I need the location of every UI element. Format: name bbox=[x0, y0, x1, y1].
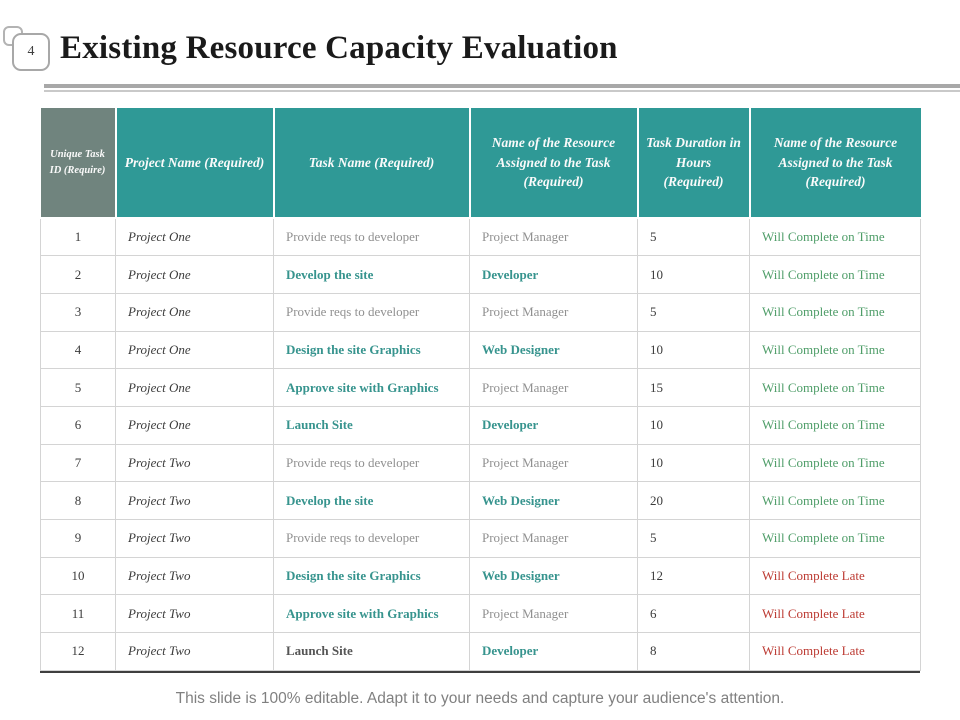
task-duration-cell: 5 bbox=[638, 218, 750, 256]
table-row bbox=[41, 256, 921, 294]
table-row bbox=[41, 331, 921, 369]
table-row bbox=[41, 557, 921, 595]
project-name-cell: Project Two bbox=[116, 557, 274, 595]
page-number: 4 bbox=[27, 44, 35, 59]
project-name-cell: Project One bbox=[116, 293, 274, 331]
task-name-cell: Provide reqs to developer bbox=[274, 218, 470, 256]
status-cell: Will Complete on Time bbox=[750, 482, 921, 520]
task-id-cell: 7 bbox=[41, 444, 116, 482]
resource-name-cell: Developer bbox=[470, 633, 638, 671]
resource-name-cell: Project Manager bbox=[470, 369, 638, 407]
slide-title: Existing Resource Capacity Evaluation bbox=[60, 30, 618, 66]
resource-name-cell: Project Manager bbox=[470, 595, 638, 633]
column-header: Project Name (Required) bbox=[116, 108, 274, 218]
project-name-cell: Project One bbox=[116, 369, 274, 407]
task-id-cell: 3 bbox=[41, 293, 116, 331]
status-cell: Will Complete on Time bbox=[750, 520, 921, 558]
resource-name-cell: Web Designer bbox=[470, 482, 638, 520]
header-row bbox=[41, 108, 921, 218]
capacity-table bbox=[40, 108, 921, 671]
table-row bbox=[41, 369, 921, 407]
column-header: Unique Task ID (Require) bbox=[41, 108, 116, 218]
status-cell: Will Complete Late bbox=[750, 595, 921, 633]
task-id-cell: 10 bbox=[41, 557, 116, 595]
table-row bbox=[41, 406, 921, 444]
task-name-cell: Develop the site bbox=[274, 256, 470, 294]
task-duration-cell: 15 bbox=[638, 369, 750, 407]
status-cell: Will Complete on Time bbox=[750, 406, 921, 444]
title-divider-top bbox=[44, 84, 960, 88]
task-duration-cell: 10 bbox=[638, 256, 750, 294]
task-id-cell: 2 bbox=[41, 256, 116, 294]
status-cell: Will Complete on Time bbox=[750, 444, 921, 482]
task-duration-cell: 10 bbox=[638, 406, 750, 444]
task-duration-cell: 5 bbox=[638, 520, 750, 558]
column-header: Name of the Resource Assigned to the Task (Required) bbox=[470, 108, 638, 218]
task-name-cell: Provide reqs to developer bbox=[274, 293, 470, 331]
task-name-cell: Design the site Graphics bbox=[274, 331, 470, 369]
resource-name-cell: Project Manager bbox=[470, 444, 638, 482]
task-duration-cell: 10 bbox=[638, 331, 750, 369]
task-id-cell: 6 bbox=[41, 406, 116, 444]
status-cell: Will Complete on Time bbox=[750, 256, 921, 294]
task-name-cell: Design the site Graphics bbox=[274, 557, 470, 595]
task-name-cell: Provide reqs to developer bbox=[274, 520, 470, 558]
status-cell: Will Complete on Time bbox=[750, 293, 921, 331]
project-name-cell: Project Two bbox=[116, 482, 274, 520]
task-duration-cell: 12 bbox=[638, 557, 750, 595]
task-name-cell: Launch Site bbox=[274, 633, 470, 671]
task-duration-cell: 5 bbox=[638, 293, 750, 331]
editable-note: This slide is 100% editable. Adapt it to your needs and capture your audience's attention. bbox=[175, 690, 785, 707]
table-row bbox=[41, 218, 921, 256]
task-duration-cell: 20 bbox=[638, 482, 750, 520]
task-duration-cell: 10 bbox=[638, 444, 750, 482]
column-header: Task Duration in Hours (Required) bbox=[638, 108, 750, 218]
task-id-cell: 4 bbox=[41, 331, 116, 369]
task-id-cell: 9 bbox=[41, 520, 116, 558]
task-id-cell: 1 bbox=[41, 218, 116, 256]
resource-name-cell: Developer bbox=[470, 406, 638, 444]
table-row bbox=[41, 482, 921, 520]
page-number-badge bbox=[12, 33, 50, 71]
column-header: Task Name (Required) bbox=[274, 108, 470, 218]
table-row bbox=[41, 293, 921, 331]
task-duration-cell: 6 bbox=[638, 595, 750, 633]
task-name-cell: Approve site with Graphics bbox=[274, 595, 470, 633]
resource-name-cell: Project Manager bbox=[470, 520, 638, 558]
project-name-cell: Project One bbox=[116, 406, 274, 444]
project-name-cell: Project Two bbox=[116, 633, 274, 671]
table-header-row bbox=[41, 108, 921, 218]
table-row bbox=[41, 444, 921, 482]
project-name-cell: Project Two bbox=[116, 595, 274, 633]
status-cell: Will Complete Late bbox=[750, 557, 921, 595]
project-name-cell: Project One bbox=[116, 256, 274, 294]
table-row bbox=[41, 595, 921, 633]
resource-name-cell: Web Designer bbox=[470, 331, 638, 369]
task-name-cell: Develop the site bbox=[274, 482, 470, 520]
task-id-cell: 12 bbox=[41, 633, 116, 671]
project-name-cell: Project One bbox=[116, 218, 274, 256]
task-id-cell: 8 bbox=[41, 482, 116, 520]
resource-name-cell: Web Designer bbox=[470, 557, 638, 595]
capacity-table-container bbox=[40, 108, 920, 673]
task-id-cell: 11 bbox=[41, 595, 116, 633]
task-name-cell: Approve site with Graphics bbox=[274, 369, 470, 407]
project-name-cell: Project Two bbox=[116, 520, 274, 558]
status-cell: Will Complete on Time bbox=[750, 218, 921, 256]
resource-name-cell: Project Manager bbox=[470, 293, 638, 331]
task-duration-cell: 8 bbox=[638, 633, 750, 671]
task-name-cell: Provide reqs to developer bbox=[274, 444, 470, 482]
resource-name-cell: Developer bbox=[470, 256, 638, 294]
status-cell: Will Complete on Time bbox=[750, 331, 921, 369]
task-id-cell: 5 bbox=[41, 369, 116, 407]
table-body bbox=[41, 218, 921, 670]
status-cell: Will Complete on Time bbox=[750, 369, 921, 407]
project-name-cell: Project Two bbox=[116, 444, 274, 482]
column-header: Name of the Resource Assigned to the Task (Required) bbox=[750, 108, 921, 218]
status-cell: Will Complete Late bbox=[750, 633, 921, 671]
resource-name-cell: Project Manager bbox=[470, 218, 638, 256]
project-name-cell: Project One bbox=[116, 331, 274, 369]
table-row bbox=[41, 520, 921, 558]
task-name-cell: Launch Site bbox=[274, 406, 470, 444]
table-row bbox=[41, 633, 921, 671]
title-divider-bottom bbox=[44, 90, 960, 92]
